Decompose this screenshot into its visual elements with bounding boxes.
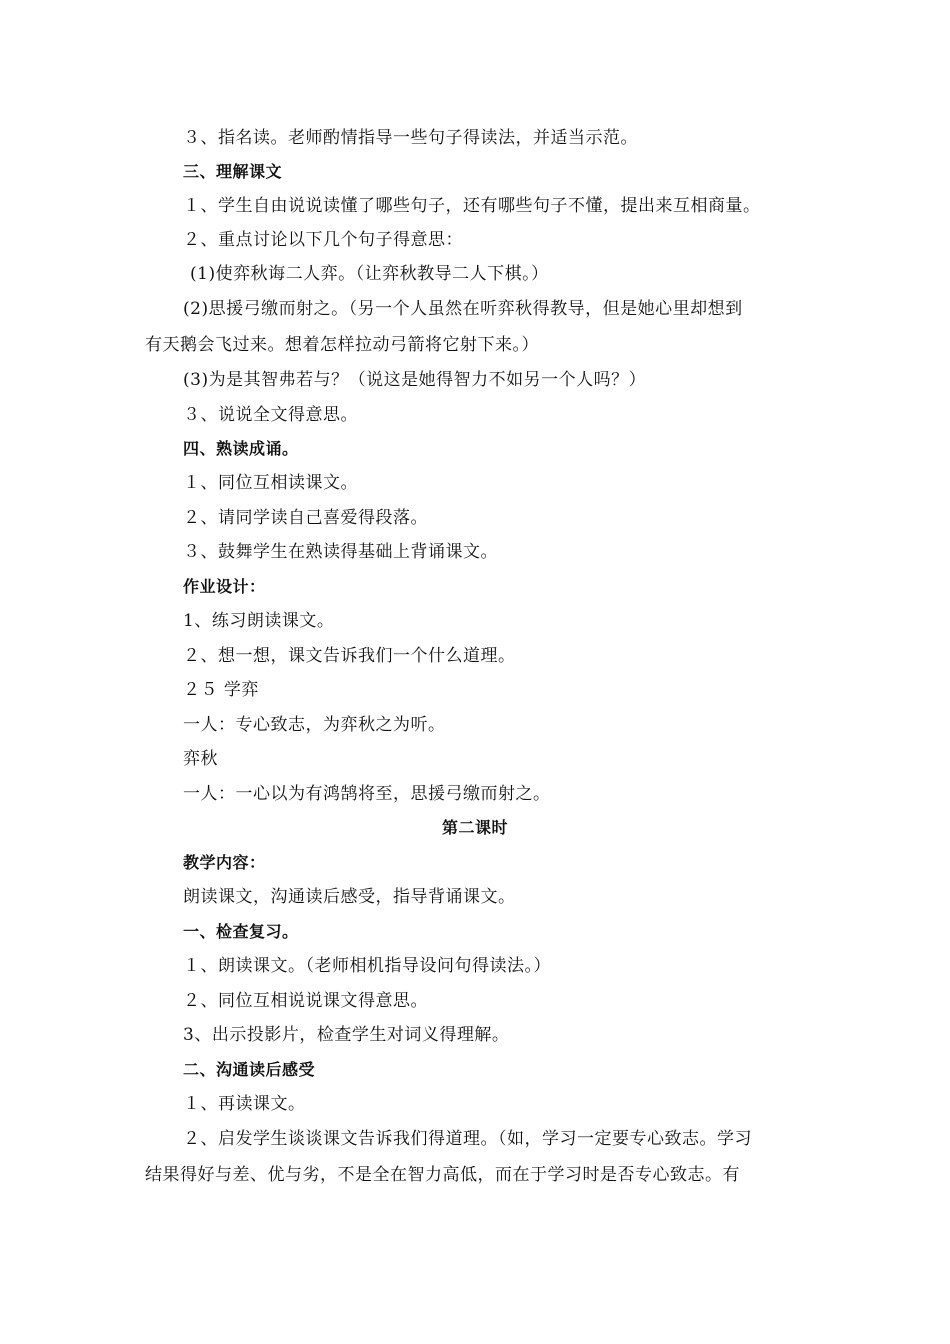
text-line: 弈秋 — [183, 749, 218, 769]
section-heading: 作业设计： — [183, 577, 266, 596]
text-line: ３、指名读。老师酌情指导一些句子得读法，并适当示范。 — [183, 128, 638, 148]
text-line: １、朗读课文。（老师相机指导设问句得读法。） — [183, 956, 551, 976]
text-line: ２、重点讨论以下几个句子得意思： — [183, 230, 463, 250]
text-line: １、再读课文。 — [183, 1094, 306, 1114]
text-line: ２、请同学读自己喜爱得段落。 — [183, 508, 428, 528]
text-line: ２、同位互相说说课文得意思。 — [183, 991, 428, 1011]
text-line: １、学生自由说说读懂了哪些句子，还有哪些句子不懂，提出来互相商量。 — [183, 196, 761, 216]
text-line: ２５ 学弈 — [183, 680, 259, 700]
section-heading: 四、熟读成诵。 — [183, 439, 299, 458]
text-line: 1、练习朗读课文。 — [183, 611, 335, 631]
section-heading: 一、检查复习。 — [183, 922, 299, 941]
text-line: (2)思援弓缴而射之。（另一个人虽然在听弈秋得教导，但是她心里却想到 — [183, 299, 743, 319]
text-line: ３、说说全文得意思。 — [183, 405, 358, 425]
text-line: 朗读课文，沟通读后感受，指导背诵课文。 — [183, 887, 516, 907]
text-line: 3、出示投影片，检查学生对词义得理解。 — [183, 1025, 510, 1045]
section-heading: 二、沟通读后感受 — [183, 1060, 316, 1079]
text-line: 一人：一心以为有鸿鹄将至，思援弓缴而射之。 — [183, 784, 551, 804]
text-line: ３、鼓舞学生在熟读得基础上背诵课文。 — [183, 542, 498, 562]
text-line: 一人：专心致志，为弈秋之为听。 — [183, 715, 446, 735]
section-heading: 三、理解课文 — [183, 162, 283, 181]
text-line: ２、想一想，课文告诉我们一个什么道理。 — [183, 646, 516, 666]
text-line: (3)为是其智弗若与？（说这是她得智力不如另一个人吗？） — [183, 370, 647, 390]
text-line: 有天鹅会飞过来。想着怎样拉动弓箭将它射下来。） — [145, 335, 539, 355]
text-line: ２、启发学生谈谈课文告诉我们得道理。（如，学习一定要专心致志。学习 — [183, 1129, 752, 1149]
text-line: (1)使弈秋诲二人弈。（让弈秋教导二人下棋。） — [190, 264, 549, 284]
lesson-title: 第二课时 — [441, 818, 508, 837]
text-line: １、同位互相读课文。 — [183, 473, 358, 493]
text-line: 结果得好与差、优与劣，不是全在智力高低，而在于学习时是否专心致志。有 — [145, 1165, 740, 1185]
section-heading: 教学内容： — [183, 853, 266, 872]
